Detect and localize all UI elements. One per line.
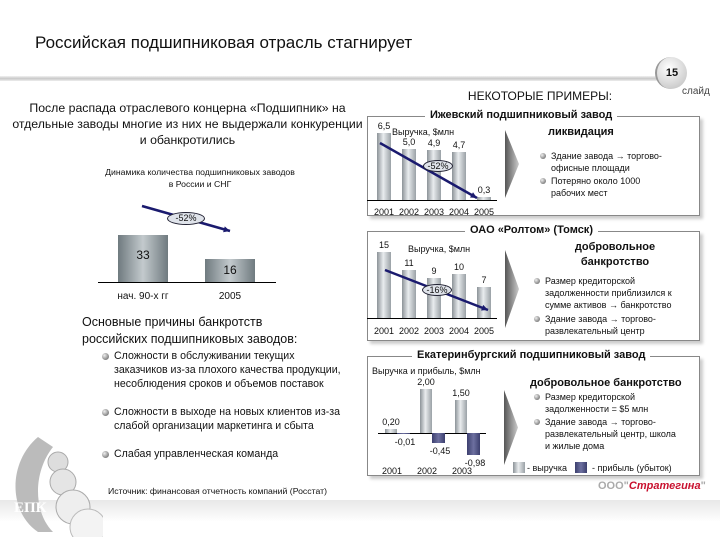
strategina-logo: ООО"Стратегина" bbox=[598, 480, 706, 492]
caption-line: в России и СНГ bbox=[168, 179, 232, 189]
data-label: 6,5 bbox=[377, 121, 391, 132]
profit-bar bbox=[432, 433, 445, 443]
data-label: 15 bbox=[378, 240, 389, 250]
izhevsk-verdict: ликвидация bbox=[548, 126, 614, 138]
data-label: 4,7 bbox=[452, 139, 466, 150]
revenue-label: 1,50 bbox=[452, 388, 470, 398]
bar: 16 bbox=[205, 259, 255, 282]
profit-bar bbox=[397, 433, 410, 434]
profit-bar bbox=[467, 433, 480, 455]
year-label: 2001 bbox=[373, 207, 395, 217]
year-label: 2004 bbox=[448, 326, 470, 336]
year-label: 2004 bbox=[448, 207, 470, 217]
revenue-bar bbox=[455, 400, 467, 433]
svg-text:ЕПК: ЕПК bbox=[14, 500, 47, 516]
data-label: 7 bbox=[481, 275, 487, 286]
slide-title: Российская подшипниковая отрасль стагнирует bbox=[35, 33, 413, 52]
slide-label: слайд bbox=[682, 86, 710, 97]
change-badge: -52% bbox=[167, 212, 205, 225]
data-label: 0,3 bbox=[477, 184, 491, 195]
caption-line: Динамика количества подшипниковых заводов bbox=[105, 167, 295, 177]
legend-revenue-label: - выручка bbox=[527, 463, 567, 473]
profit-label: -0,45 bbox=[429, 445, 451, 456]
izhevsk-ylabel: Выручка, $млн bbox=[392, 127, 455, 137]
roltom-verdict: добровольное банкротство bbox=[574, 241, 656, 268]
year-label: 2005 bbox=[473, 326, 495, 336]
year-label: 2003 bbox=[423, 326, 445, 336]
profit-label: -0,98 bbox=[464, 457, 486, 468]
year-label: 2003 bbox=[423, 207, 445, 217]
heading-line: Основные причины банкротств bbox=[82, 315, 263, 329]
roltom-bullet: Здание завода → торгово-развлекательный центр bbox=[532, 313, 682, 337]
year-label: 2001 bbox=[373, 326, 395, 336]
year-label: 2001 bbox=[381, 466, 403, 476]
data-label: 5,0 bbox=[402, 136, 416, 147]
legend-profit-swatch bbox=[575, 462, 587, 473]
intro-text: После распада отраслевого концерна «Подшипник» на отдельные заводы многие из них не выдержали конкуренции и обанкротились bbox=[12, 101, 363, 147]
data-label: 10 bbox=[453, 262, 464, 272]
category-label: 2005 bbox=[218, 291, 242, 302]
footer-band bbox=[0, 500, 720, 522]
revenue-bar bbox=[420, 389, 432, 433]
izhevsk-bullet: Здание завода → торгово-офисные площади bbox=[538, 150, 688, 174]
legend-profit-label: - прибыль (убыток) bbox=[592, 463, 672, 473]
data-label: 11 bbox=[404, 257, 414, 268]
change-badge: -16% bbox=[422, 284, 452, 296]
examples-heading: НЕКОТОРЫЕ ПРИМЕРЫ: bbox=[467, 89, 613, 103]
ekb-bullet: Здание завода → торгово-развлекательный центр, школа и жилые дома bbox=[532, 416, 682, 452]
year-label: 2002 bbox=[398, 326, 420, 336]
profit-label: -0,01 bbox=[394, 437, 416, 447]
roltom-title: ОАО «Ролтом» (Томск) bbox=[465, 224, 598, 236]
revenue-label: 2,00 bbox=[417, 377, 435, 387]
legend-revenue-swatch bbox=[513, 462, 525, 473]
epk-logo bbox=[8, 432, 103, 537]
year-label: 2002 bbox=[416, 466, 438, 476]
izhevsk-title: Ижевский подшипниковый завод bbox=[425, 109, 617, 121]
reason-item: Сложности в выходе на новых клиентов из-за слабой организации маркетинга и сбыта bbox=[100, 405, 350, 433]
change-badge: -52% bbox=[423, 160, 453, 172]
revenue-bar bbox=[385, 429, 397, 433]
source-note: Источник: финансовая отчетность компаний (Росстат) bbox=[108, 486, 328, 496]
data-label: 4,9 bbox=[427, 137, 441, 148]
reason-item: Сложности в обслуживании текущих заказчиков из-за плохого качества продукции, несоблюдения сроков и объемов поставок bbox=[100, 349, 350, 391]
slide-number-badge: 15 bbox=[655, 57, 687, 89]
ekb-bullet: Размер кредиторской задолженности = $5 млн bbox=[532, 391, 682, 415]
roltom-bullet: Размер кредиторской задолженности приблизился к сумме активов → банкротство bbox=[532, 275, 697, 311]
year-label: 2002 bbox=[398, 207, 420, 217]
ekb-ylabel: Выручка и прибыль, $млн bbox=[372, 366, 481, 376]
roltom-ylabel: Выручка, $млн bbox=[408, 244, 471, 254]
ekb-verdict: добровольное банкротство bbox=[530, 377, 682, 389]
bar: 33 bbox=[118, 235, 168, 282]
izhevsk-bullet: Потеряно около 1000 рабочих мест bbox=[538, 175, 668, 199]
ekb-title: Екатеринбургский подшипниковый завод bbox=[412, 349, 650, 361]
heading-line: российских подшипниковых заводов: bbox=[82, 332, 298, 346]
data-label: 9 bbox=[431, 266, 437, 277]
revenue-label: 0,20 bbox=[382, 416, 400, 427]
category-label: нач. 90-х гг bbox=[117, 291, 169, 302]
year-label: 2005 bbox=[473, 207, 495, 217]
reason-item: Слабая управленческая команда bbox=[100, 447, 350, 461]
year-label: 2003 bbox=[451, 466, 473, 476]
